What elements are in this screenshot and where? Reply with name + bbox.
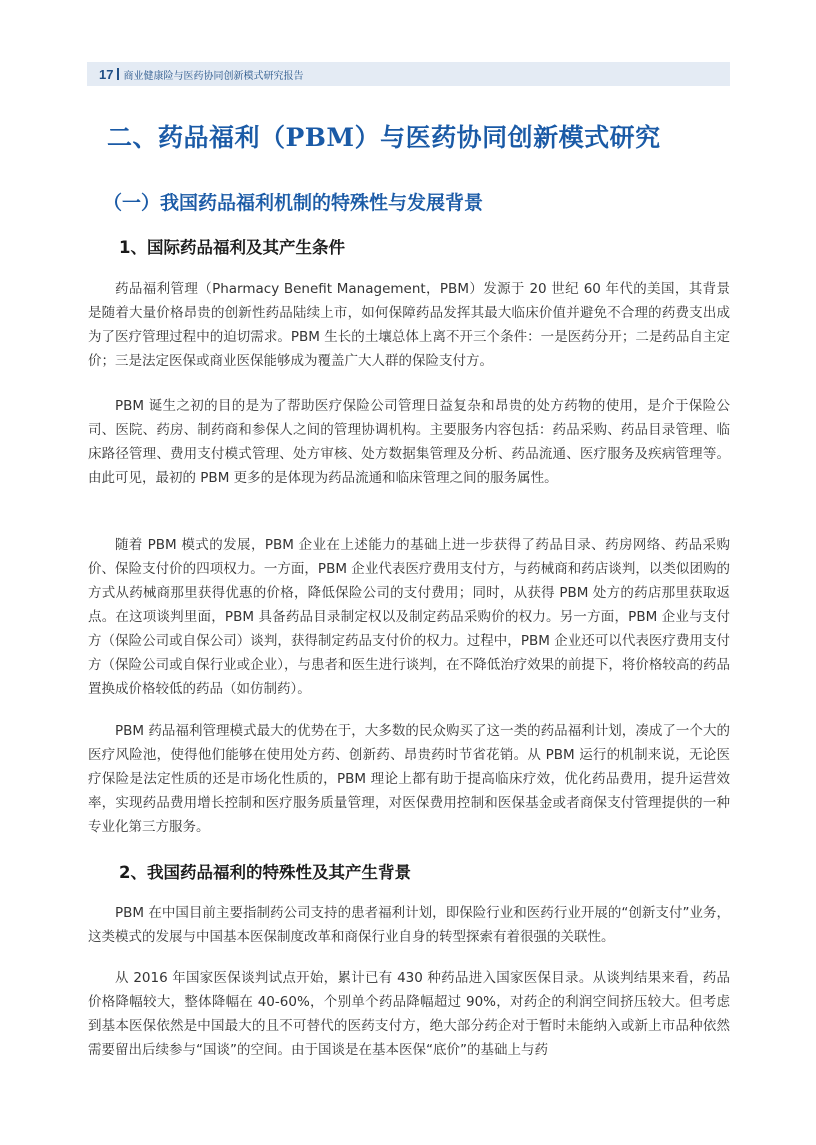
paragraph-5: PBM 在中国目前主要指制药公司支持的患者福利计划，即保险行业和医药行业开展的“创新支付”业务，这类模式的发展与中国基本医保制度改革和商保行业自身的转型探索有着很强的关联性。 [88,905,730,945]
header-divider [117,68,119,80]
heading-china-pbm: 2、我国药品福利的特殊性及其产生背景 [119,863,411,882]
paragraph-1: 药品福利管理（Pharmacy Benefit Management，PBM）发源于 20 世纪 60 年代的美国，其背景是随着大量价格昂贵的创新性药品陆续上市，如何保障药品发挥其最大临床价值并避免不合理的药费支出成为了医疗管理过程中的迫切需求。PBM 生长的土壤总体上离不开三个条件：一是医药分开；二是药品自主定价；三是法定医保或商业医保能够成为覆盖广大人群的保险支付方。 [88,281,730,369]
paragraph-3: 随着 PBM 模式的发展，PBM 企业在上述能力的基础上进一步获得了药品目录、药房网络、药品采购价、保险支付价的四项权力。一方面，PBM 企业代表医疗费用支付方，与药械商和药店谈判，以类似团购的方式从药械商那里获得优惠的价格，降低保险公司的支付费用；同时，从获得 PBM 处方的药店那里获取返点。在这项谈判里面，PBM 具备药品目录制定权以及制定药品采购价的权力。另一方面，PBM 企业与支付方（保险公司或自保公司）谈判，获得制定药品支付价的权力。过程中，PBM 企业还可以代表医疗费用支付方（保险公司或自保行业或企业），与患者和医生进行谈判，在不降低治疗效果的前提下，将价格较高的药品置换成价格较低的药品（如仿制药）。 [88,537,730,697]
subsection-title: （一）我国药品福利机制的特殊性与发展背景 [103,192,484,214]
report-title: 商业健康险与医药协同创新模式研究报告 [123,70,304,82]
heading-international-pbm: 1、国际药品福利及其产生条件 [119,238,345,257]
page-number: 17 [99,66,114,82]
paragraph-6: 从 2016 年国家医保谈判试点开始，累计已有 430 种药品进入国家医保目录。从谈判结果来看，药品价格降幅较大，整体降幅在 40-60%，个别单个药品降幅超过 90%，对药企的利润空间挤压较大。但考虑到基本医保依然是中国最大的且不可替代的医药支付方，绝大部分药企对于暂时未能纳入或新上市品种依然需要留出后续参与“国谈”的空间。由于国谈是在基本医保“底价”的基础上与药 [88,970,730,1058]
section-title: 二、药品福利（PBM）与医药协同创新模式研究 [107,123,661,152]
paragraph-2: PBM 诞生之初的目的是为了帮助医疗保险公司管理日益复杂和昂贵的处方药物的使用，是介于保险公司、医院、药房、制药商和参保人之间的管理协调机构。主要服务内容包括：药品采购、药品目录管理、临床路径管理、费用支付模式管理、处方审核、处方数据集管理及分析、药品流通、医疗服务及疾病管理等。由此可见，最初的 PBM 更多的是体现为药品流通和临床管理之间的服务属性。 [88,398,730,486]
running-header [87,62,730,86]
paragraph-4: PBM 药品福利管理模式最大的优势在于，大多数的民众购买了这一类的药品福利计划，凑成了一个大的医疗风险池，使得他们能够在使用处方药、创新药、昂贵药时节省花销。从 PBM 运行的机制来说，无论医疗保险是法定性质的还是市场化性质的，PBM 理论上都有助于提高临床疗效，优化药品费用，提升运营效率，实现药品费用增长控制和医疗服务质量管理，对医保费用控制和医保基金或者商保支付管理提供的一种专业化第三方服务。 [88,723,730,835]
